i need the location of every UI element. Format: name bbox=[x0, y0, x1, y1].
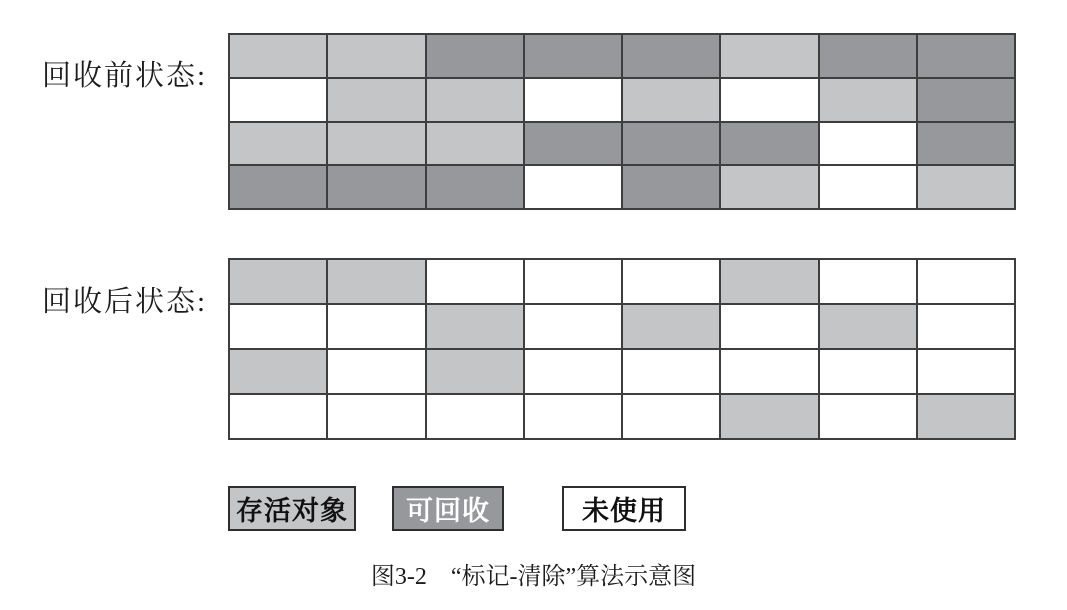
after-cell-r3c2-unused bbox=[328, 350, 424, 393]
memory-grid-after-collection bbox=[228, 258, 1016, 440]
after-cell-r3c3-live bbox=[427, 350, 523, 393]
after-collection-label: 回收后状态: bbox=[42, 286, 208, 318]
before-cell-r3c2-live bbox=[328, 123, 424, 165]
after-cell-r4c8-live bbox=[918, 395, 1014, 438]
before-cell-r2c7-live bbox=[820, 79, 916, 121]
before-cell-r1c6-live bbox=[721, 35, 817, 77]
before-cell-r2c6-unused bbox=[721, 79, 817, 121]
before-cell-r4c8-live bbox=[918, 166, 1014, 208]
after-cell-r4c4-unused bbox=[525, 395, 621, 438]
after-cell-r4c5-unused bbox=[623, 395, 719, 438]
after-cell-r2c5-live bbox=[623, 305, 719, 348]
before-cell-r4c4-unused bbox=[525, 166, 621, 208]
after-cell-r1c2-live bbox=[328, 260, 424, 303]
after-cell-r1c7-unused bbox=[820, 260, 916, 303]
after-cell-r4c3-unused bbox=[427, 395, 523, 438]
after-cell-r4c2-unused bbox=[328, 395, 424, 438]
before-cell-r1c8-collectable bbox=[918, 35, 1014, 77]
after-cell-r3c1-live bbox=[230, 350, 326, 393]
after-cell-r2c7-live bbox=[820, 305, 916, 348]
before-cell-r4c6-live bbox=[721, 166, 817, 208]
before-cell-r3c1-live bbox=[230, 123, 326, 165]
after-cell-r1c1-live bbox=[230, 260, 326, 303]
after-cell-r1c5-unused bbox=[623, 260, 719, 303]
after-cell-r2c1-unused bbox=[230, 305, 326, 348]
after-cell-r4c7-unused bbox=[820, 395, 916, 438]
after-cell-r2c3-live bbox=[427, 305, 523, 348]
before-cell-r3c3-live bbox=[427, 123, 523, 165]
before-cell-r2c2-live bbox=[328, 79, 424, 121]
before-collection-label: 回收前状态: bbox=[42, 60, 208, 92]
legend-collectable: 可回收 bbox=[392, 486, 504, 531]
before-cell-r1c5-collectable bbox=[623, 35, 719, 77]
before-cell-r3c8-collectable bbox=[918, 123, 1014, 165]
before-cell-r3c4-collectable bbox=[525, 123, 621, 165]
after-cell-r3c8-unused bbox=[918, 350, 1014, 393]
before-cell-r4c3-collectable bbox=[427, 166, 523, 208]
before-cell-r1c4-collectable bbox=[525, 35, 621, 77]
legend-live-object: 存活对象 bbox=[228, 486, 356, 531]
after-cell-r4c6-live bbox=[721, 395, 817, 438]
legend-unused: 未使用 bbox=[562, 486, 686, 531]
after-cell-r1c4-unused bbox=[525, 260, 621, 303]
figure-caption: 图3-2 “标记-清除”算法示意图 bbox=[370, 564, 697, 590]
after-cell-r2c8-unused bbox=[918, 305, 1014, 348]
before-cell-r4c5-collectable bbox=[623, 166, 719, 208]
after-cell-r3c7-unused bbox=[820, 350, 916, 393]
before-cell-r2c1-unused bbox=[230, 79, 326, 121]
after-cell-r3c4-unused bbox=[525, 350, 621, 393]
before-cell-r3c5-collectable bbox=[623, 123, 719, 165]
memory-grid-before-collection bbox=[228, 33, 1016, 210]
after-cell-r3c5-unused bbox=[623, 350, 719, 393]
before-cell-r1c7-collectable bbox=[820, 35, 916, 77]
after-cell-r4c1-unused bbox=[230, 395, 326, 438]
before-cell-r2c8-collectable bbox=[918, 79, 1014, 121]
before-cell-r4c7-unused bbox=[820, 166, 916, 208]
before-cell-r2c4-unused bbox=[525, 79, 621, 121]
before-cell-r1c2-live bbox=[328, 35, 424, 77]
before-cell-r1c1-live bbox=[230, 35, 326, 77]
after-cell-r2c6-unused bbox=[721, 305, 817, 348]
before-cell-r3c6-collectable bbox=[721, 123, 817, 165]
legend bbox=[0, 486, 1067, 531]
before-cell-r2c5-live bbox=[623, 79, 719, 121]
after-cell-r2c4-unused bbox=[525, 305, 621, 348]
after-cell-r3c6-unused bbox=[721, 350, 817, 393]
before-cell-r3c7-unused bbox=[820, 123, 916, 165]
before-cell-r2c3-live bbox=[427, 79, 523, 121]
before-cell-r4c1-collectable bbox=[230, 166, 326, 208]
before-cell-r1c3-collectable bbox=[427, 35, 523, 77]
after-cell-r1c8-unused bbox=[918, 260, 1014, 303]
after-cell-r2c2-unused bbox=[328, 305, 424, 348]
after-cell-r1c3-unused bbox=[427, 260, 523, 303]
after-cell-r1c6-live bbox=[721, 260, 817, 303]
before-cell-r4c2-collectable bbox=[328, 166, 424, 208]
